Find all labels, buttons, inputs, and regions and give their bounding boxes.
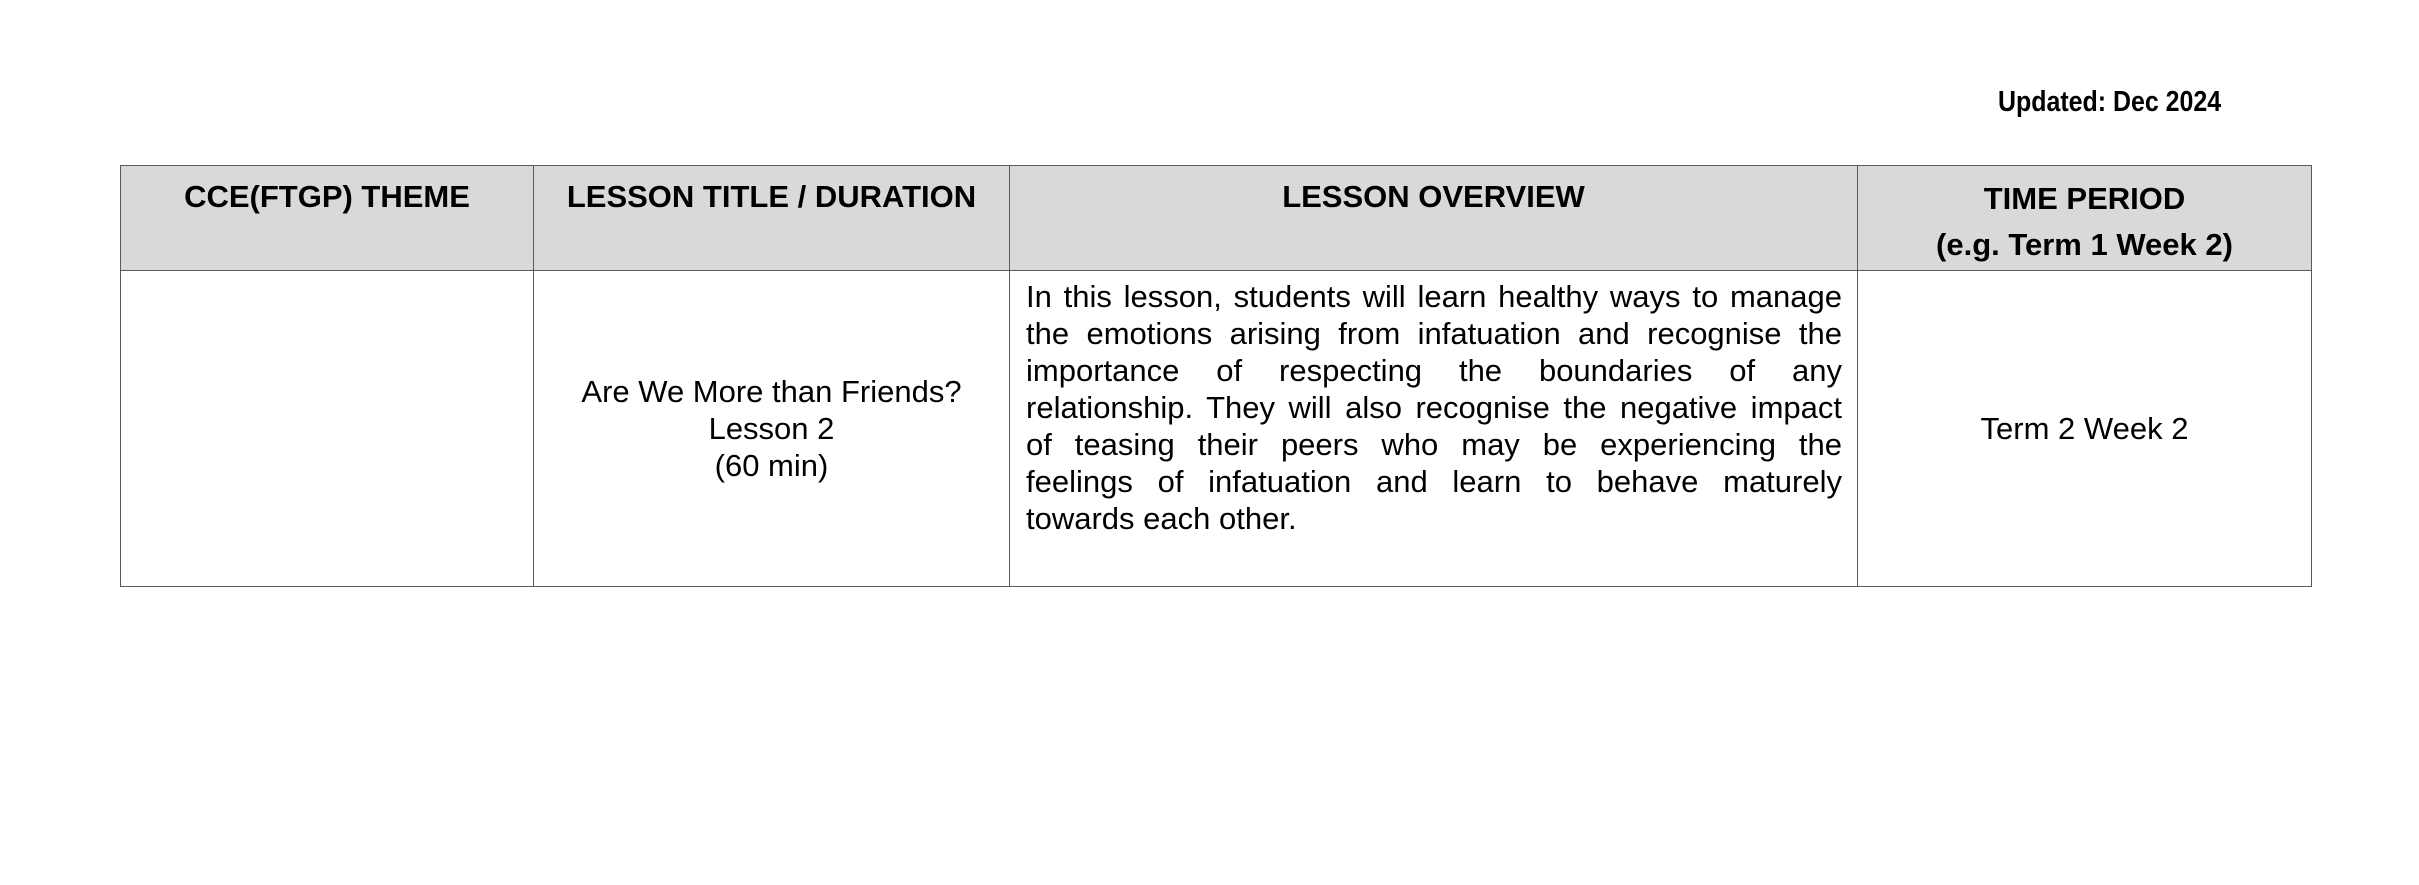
header-lesson-title (534, 166, 1010, 271)
header-theme-label: CCE(FTGP) THEME (184, 179, 470, 214)
lesson-number: Lesson 2 (708, 411, 835, 446)
header-theme (121, 166, 534, 271)
cell-lesson-title (534, 271, 1010, 587)
cell-theme (121, 271, 534, 587)
table-header-row (121, 166, 2312, 271)
header-time-period-example: (e.g. Term 1 Week 2) (1936, 227, 2233, 262)
table-row (121, 271, 2312, 587)
lesson-overview-text: In this lesson, students will learn healthy ways to manage the emotions arising from infatuation and recognise the importance of respecting the boundaries of any relationship. They will also recognise the negative impact of teasing their peers who may be experiencing the feelings of infatuation and learn to behave maturely towards each other. (1026, 279, 1842, 536)
lesson-title: Are We More than Friends? (581, 374, 962, 409)
header-lesson-overview (1010, 166, 1858, 271)
cell-lesson-overview (1010, 271, 1858, 587)
header-time-period (1858, 166, 2312, 271)
header-time-period-label: TIME PERIOD (1983, 181, 2186, 216)
lesson-duration: (60 min) (714, 448, 829, 483)
header-lesson-title-label: LESSON TITLE / DURATION (566, 179, 977, 214)
header-lesson-overview-label: LESSON OVERVIEW (1282, 179, 1585, 214)
updated-date: Updated: Dec 2024 (1998, 86, 2222, 118)
cell-time-period: Term 2 Week 2 (1858, 271, 2312, 587)
lesson-plan-table (120, 165, 2312, 587)
